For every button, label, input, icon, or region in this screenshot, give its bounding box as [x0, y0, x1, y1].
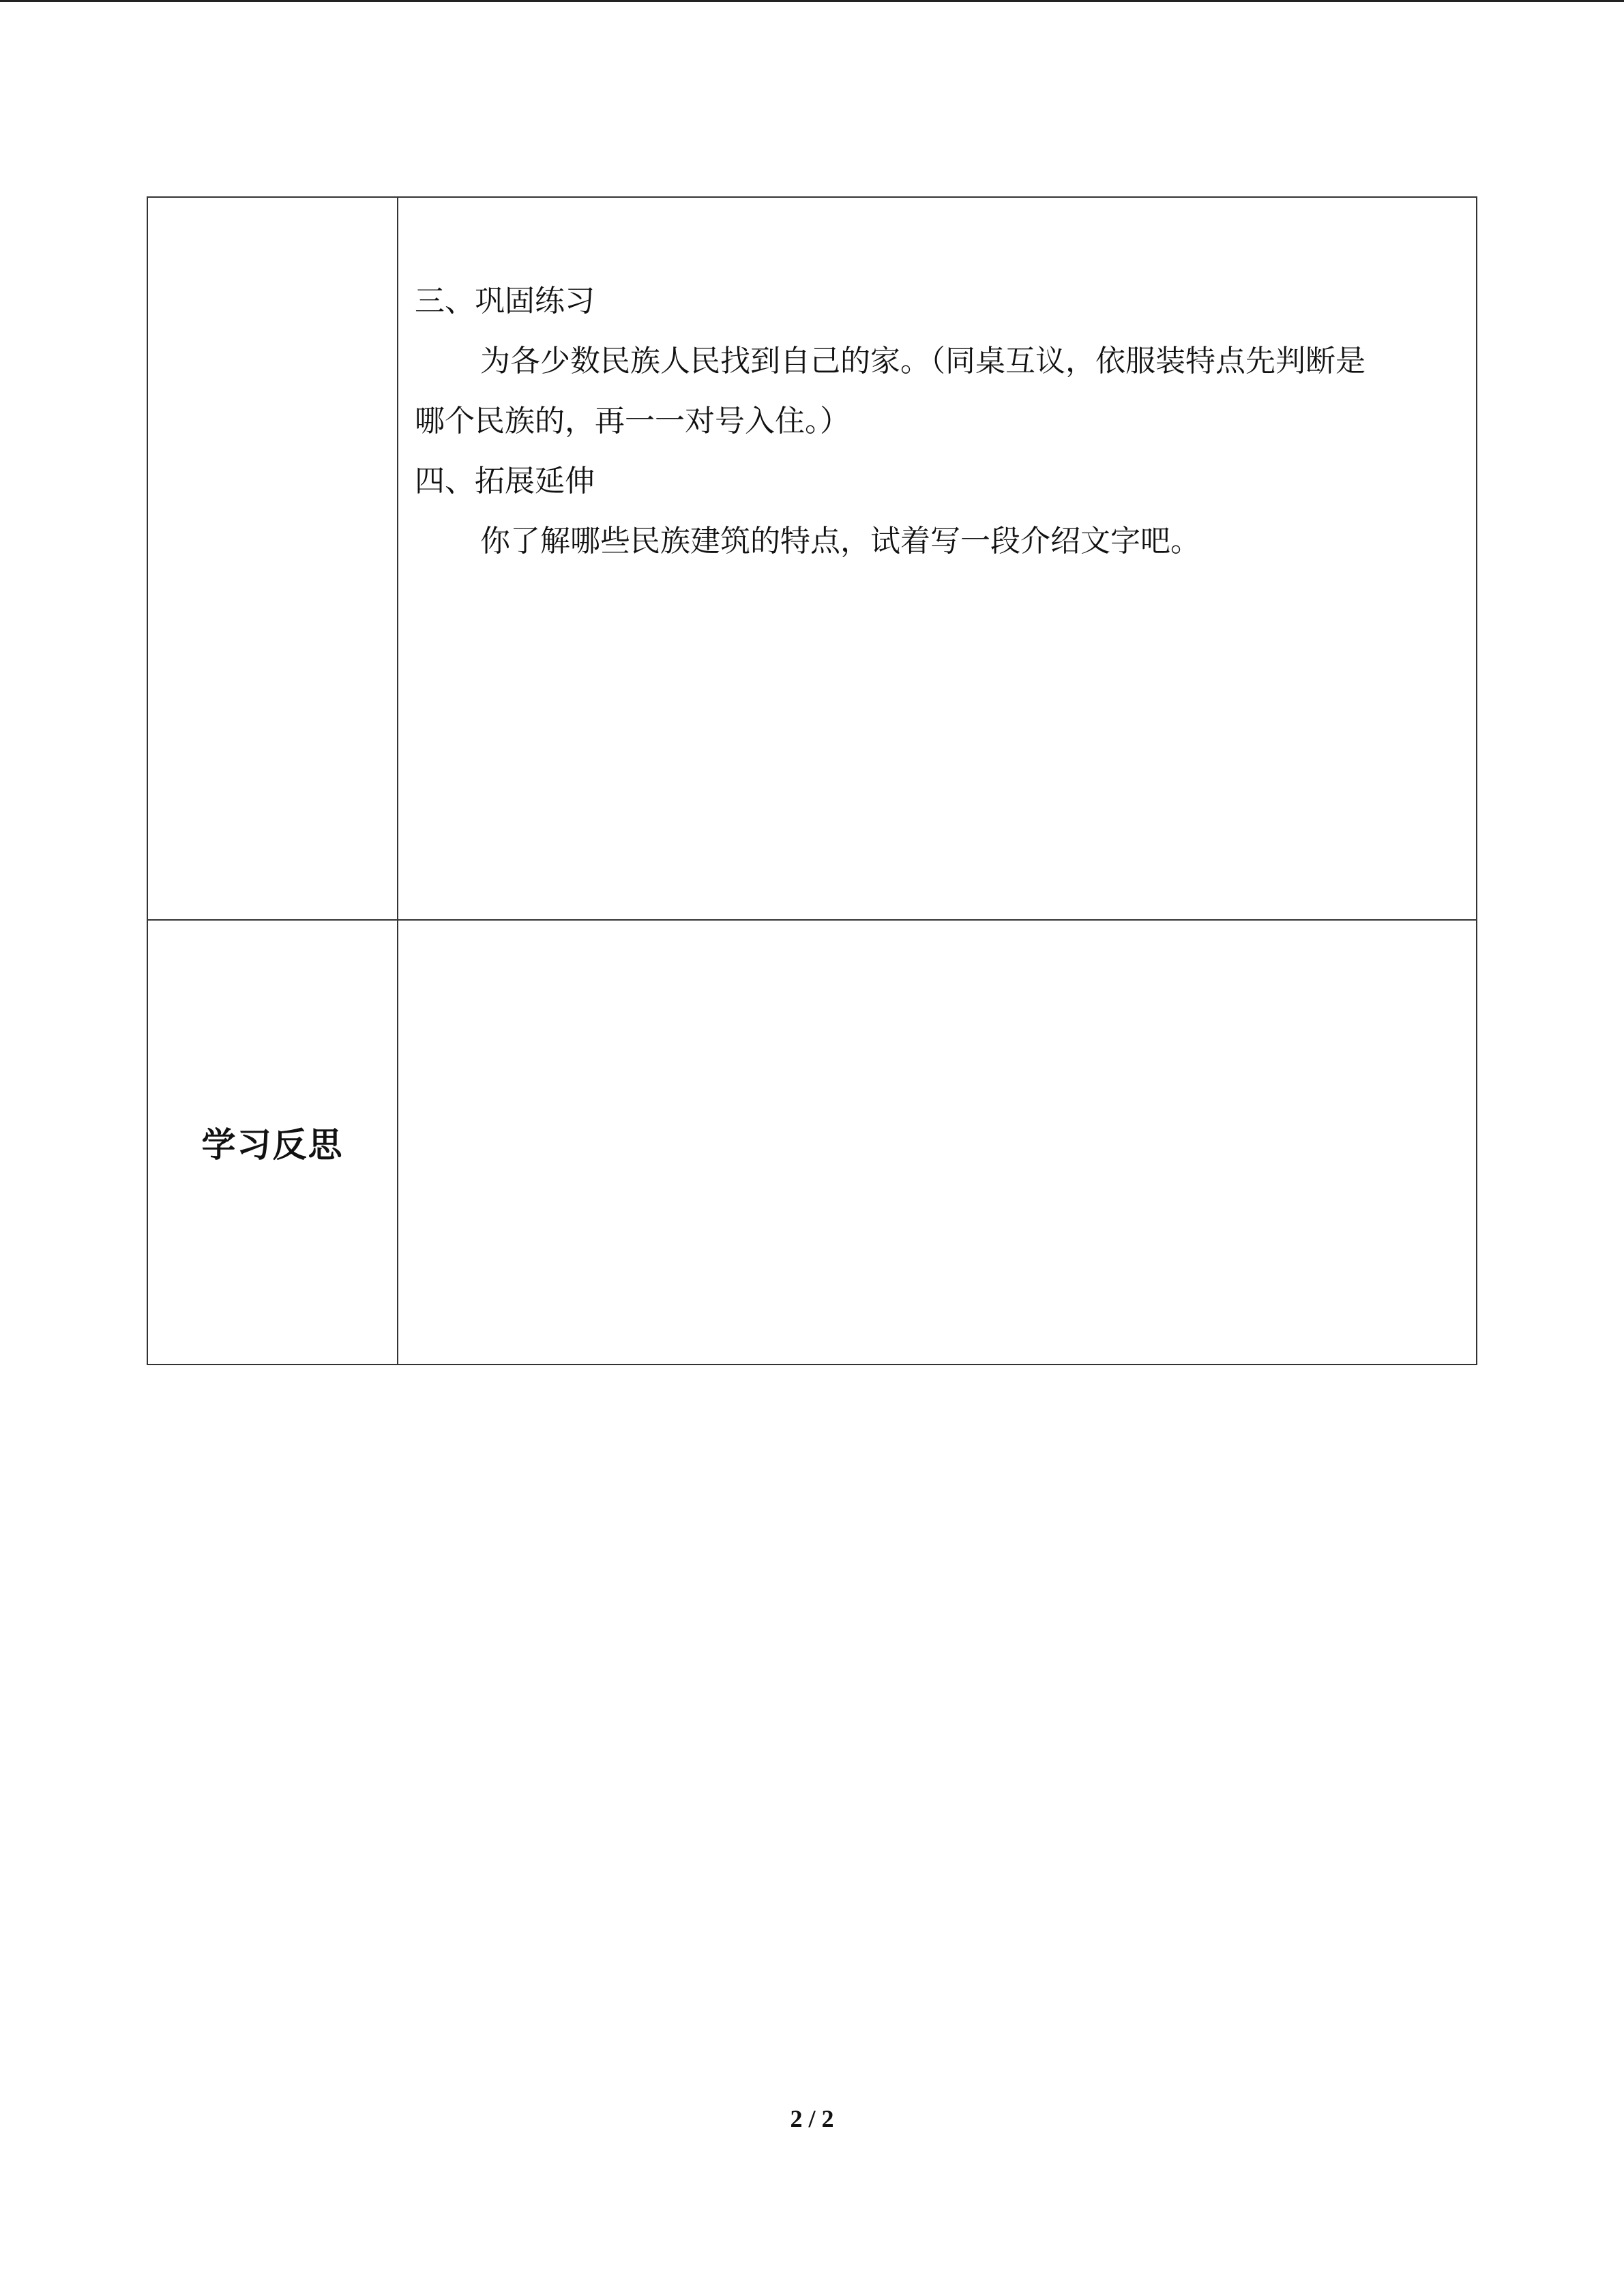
practice-row — [147, 197, 1477, 920]
reflection-label-cell — [147, 920, 398, 1365]
section-heading-extension: 四、拓展延伸 — [415, 464, 595, 498]
reflection-answer-area[interactable] — [398, 920, 1477, 1365]
page-number: 2 / 2 — [790, 2105, 834, 2132]
worksheet-table — [147, 196, 1477, 1365]
extension-instruction: 你了解哪些民族建筑的特点，试着写一段介绍文字吧。 — [480, 524, 1200, 558]
exercise-instruction: 为各少数民族人民找到自己的家。（同桌互议，依服装特点先判断是 — [480, 344, 1365, 378]
exercise-instruction-continued: 哪个民族的，再一一对号入住。） — [415, 404, 850, 438]
row1-label-cell — [147, 197, 398, 920]
top-border-line — [0, 0, 1624, 2]
practice-content-cell — [398, 197, 1477, 920]
section-heading-consolidation: 三、巩固练习 — [415, 284, 595, 318]
reflection-label: 学习反思 — [201, 1125, 344, 1165]
reflection-row — [147, 920, 1477, 1365]
